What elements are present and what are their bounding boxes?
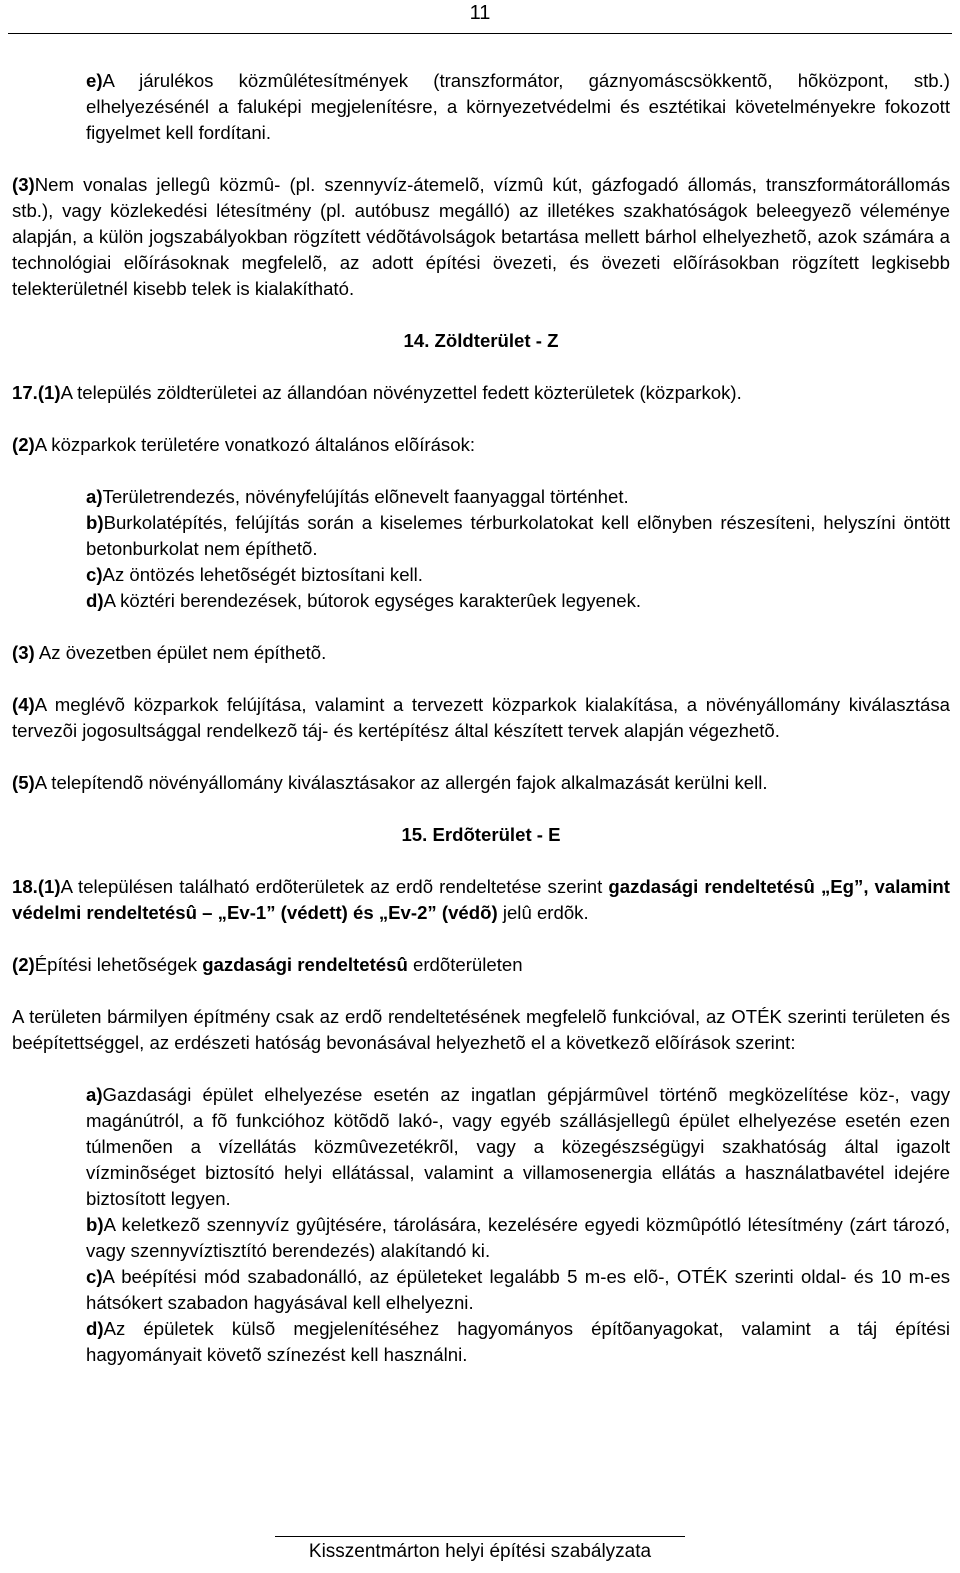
item-label: (3) [12,642,35,663]
footer-rule [275,1536,685,1537]
item-text: A köztéri berendezések, bútorok egységes karakterûek legyenek. [103,590,642,611]
item-label: b) [86,1214,104,1235]
bold-text: gazdasági rendeltetésû „Eg”, valamint védelmi rendeltetésû – „Ev-1” (védett) és „Ev-2” (védõ) [12,876,950,923]
item-label: (2) [12,954,35,975]
item-label: d) [86,590,104,611]
document-body [12,68,950,1368]
item-label: a) [86,1084,103,1105]
paragraph-17-5 [12,770,950,796]
item-label: (4) [12,694,35,715]
header-rule [8,33,952,34]
paragraph-text: Az övezetben épület nem építhetõ. [34,642,327,663]
list-item-17c [12,562,950,588]
paragraph-text: A közparkok területére vonatkozó általános elõírások: [34,434,476,455]
paragraph-text: A településen található erdõterületek az erdõ rendeltetése szerint [60,876,609,897]
item-label: c) [86,564,103,585]
paragraph-text: jelû erdõk. [497,902,589,923]
list-item-18d [12,1316,950,1368]
paragraph-text: Nem vonalas jellegû közmû- (pl. szennyvíz-átemelõ, vízmû kút, gázfogadó állomás, transzformátorállomás stb.), vagy közlekedési létesítmény (pl. autóbusz megálló) az illetékes szakhatóságok beleegyezõ véleménye alapján, a külön jogszabályokban rögzített védõtávolságok betartása mellett bárhol elhelyezhetõ, azok számára a technológiai elõírásoknak megfelelõ, az adott építési övezeti, és övezeti elõírásokban rögzített legkisebb telekterületnél kisebb telek is kialakítható. [12,174,950,299]
list-item-17b [12,510,950,562]
item-text: A keletkezõ szennyvíz gyûjtésére, tárolására, kezelésére egyedi közmûpótló létesítmény (zárt tározó, vagy szennyvíztisztító berendezés) alakítandó ki. [86,1214,950,1261]
paragraph-18-intro: A területen bármilyen építmény csak az erdõ rendeltetésének megfelelõ funkcióval, az OTÉK szerinti területen és beépítettséggel, az erdészeti hatóság bevonásával helyezhetõ el a következõ elõírások szerint: [12,1006,950,1053]
paragraph-text: A telepítendõ növényállomány kiválasztásakor az allergén fajok alkalmazását kerülni kell. [34,772,768,793]
paragraph-3 [12,172,950,302]
item-text: A beépítési mód szabadonálló, az épületeket legalább 5 m-es elõ-, OTÉK szerinti oldal- és 10 m-es hátsókert szabadon hagyásával kell elhelyezni. [86,1266,950,1313]
paragraph-text: Építési lehetõségek [34,954,203,975]
section-15-heading: 15. Erdõterület - E [401,824,561,845]
item-text: Az öntözés lehetõségét biztosítani kell. [102,564,423,585]
paragraph-17-3 [12,640,950,666]
paragraph-17-1 [12,380,950,406]
item-label: e) [86,70,103,91]
article-label: 17. [12,382,38,403]
list-item-17a [12,484,950,510]
page-number: 11 [469,2,491,24]
item-label: a) [86,486,103,507]
list-item-18b [12,1212,950,1264]
list-item-18a [12,1082,950,1212]
list-item-17d [12,588,950,614]
section-14-heading: 14. Zöldterület - Z [403,330,559,351]
item-label: d) [86,1318,104,1339]
paragraph-text: A település zöldterületei az állandóan növényzettel fedett közterületek (közparkok). [60,382,742,403]
list-item-18c [12,1264,950,1316]
paragraph-e [12,68,950,146]
paragraph-text: A meglévõ közparkok felújítása, valamint a tervezett közparkok kialakítása, a növényállomány kiválasztása tervezõi jogosultsággal rendelkezõ táj- és kertépítész által készített tervek alapján végezhetõ. [12,694,950,741]
item-label: c) [86,1266,103,1287]
article-label: 18. [12,876,38,897]
item-label: (2) [12,434,35,455]
bold-text: gazdasági rendeltetésû [202,954,408,975]
item-text: Gazdasági épület elhelyezése esetén az ingatlan gépjármûvel történõ megközelítése köz-, vagy magánútról, a fõ funkcióhoz kötõdõ lakó-, vagy egyéb szállásjellegû épület elhelyezése esetén ezen túlmenõen a vízellátás közmûvezetékrõl, vagy a közegészségügyi szakhatóság által igazolt vízminõséget biztosító helyi ellátással, valamint a villamosenergia ellátás a használatbavétel idejére biztosított legyen. [86,1084,950,1209]
paragraph-18-2 [12,952,950,978]
paragraph-text: A járulékos közmûlétesítmények (transzformátor, gáznyomáscsökkentõ, hõközpont, stb.) elhelyezésénél a faluképi megjelenítésre, a környezetvédelmi és esztétikai követelményekre fokozott figyelmet kell fordítani. [86,70,950,143]
item-label: (1) [37,382,61,403]
paragraph-17-4 [12,692,950,744]
item-text: Területrendezés, növényfelújítás elõnevelt faanyaggal történhet. [102,486,629,507]
page-footer: Kisszentmárton helyi építési szabályzata [308,1541,652,1562]
paragraph-17-2 [12,432,950,458]
item-label: (5) [12,772,35,793]
item-label: b) [86,512,104,533]
item-text: Burkolatépítés, felújítás során a kiselemes térburkolatokat kell elõnyben részesíteni, helyszíni öntött betonburkolat nem építhetõ. [86,512,950,559]
paragraph-text: erdõterületen [407,954,523,975]
item-label: (3) [12,174,35,195]
item-text: Az épületek külsõ megjelenítéséhez hagyományos építõanyagokat, valamint a táj építési hagyományait követõ színezést kell használni. [86,1318,950,1365]
item-label: (1) [37,876,61,897]
paragraph-18-1 [12,874,950,926]
